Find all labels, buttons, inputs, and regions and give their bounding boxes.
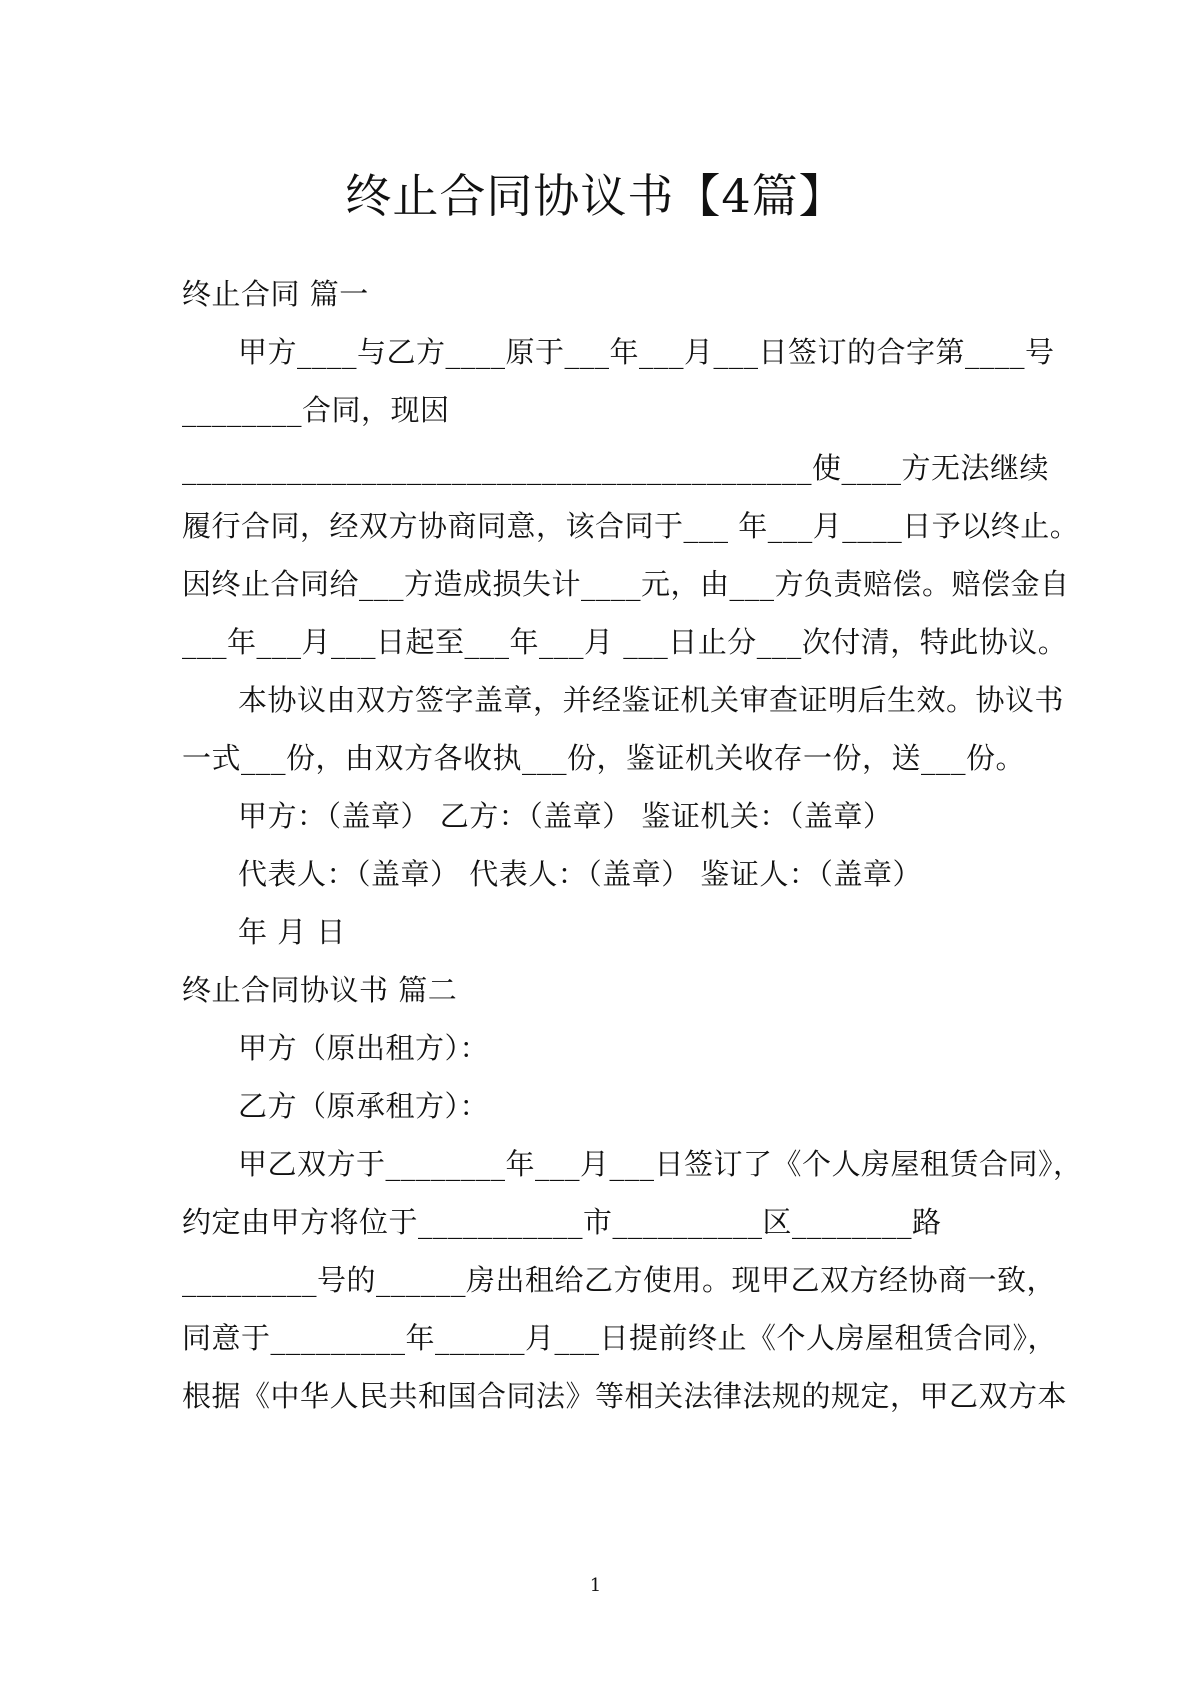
section-heading-one: 终止合同 篇一: [182, 277, 369, 311]
paragraph-line: ___年___月___日起至___年___月 ___日止分___次付清，特此协议。: [182, 625, 1068, 659]
paragraph-line: ________合同，现因: [182, 393, 450, 427]
paragraph-line: 本协议由双方签字盖章，并经鉴证机关审查证明后生效。协议书: [238, 683, 1065, 717]
paragraph-line: 因终止合同给___方造成损失计____元，由___方负责赔偿。赔偿金自: [182, 567, 1070, 601]
section-heading-two: 终止合同协议书 篇二: [182, 973, 458, 1007]
paragraph-line: _________号的______房出租给乙方使用。现甲乙双方经协商一致，: [182, 1263, 1057, 1297]
paragraph-line: 根据《中华人民共和国合同法》等相关法律法规的规定，甲乙双方本: [182, 1379, 1068, 1413]
paragraph-line: 履行合同，经双方协商同意，该合同于___ 年___月____日予以终止。: [182, 509, 1080, 543]
representative-line: 代表人：（盖章） 代表人：（盖章） 鉴证人：（盖章）: [238, 857, 922, 891]
signature-line: 甲方：（盖章） 乙方：（盖章） 鉴证机关：（盖章）: [238, 799, 893, 833]
date-line: 年 月 日: [238, 915, 346, 949]
party-b-line: 乙方（原承租方）：: [238, 1089, 490, 1123]
document-title: 终止合同协议书【4篇】: [345, 169, 846, 223]
party-a-line: 甲方（原出租方）：: [238, 1031, 490, 1065]
paragraph-line: 甲乙双方于________年___月___日签订了《个人房屋租赁合同》，: [238, 1147, 1083, 1181]
paragraph-line: 甲方____与乙方____原于___年___月___日签订的合字第____号: [238, 335, 1055, 369]
paragraph-line: 一式___份，由双方各收执___份，鉴证机关收存一份，送___份。: [182, 741, 1026, 775]
paragraph-line: 同意于_________年______月___日提前终止《个人房屋租赁合同》，: [182, 1321, 1058, 1355]
paragraph-line: 约定由甲方将位于___________市__________区________路: [182, 1205, 942, 1239]
paragraph-line: __________________________________________使____方无法继续: [182, 451, 1050, 485]
page-number: 1: [589, 1575, 602, 1596]
